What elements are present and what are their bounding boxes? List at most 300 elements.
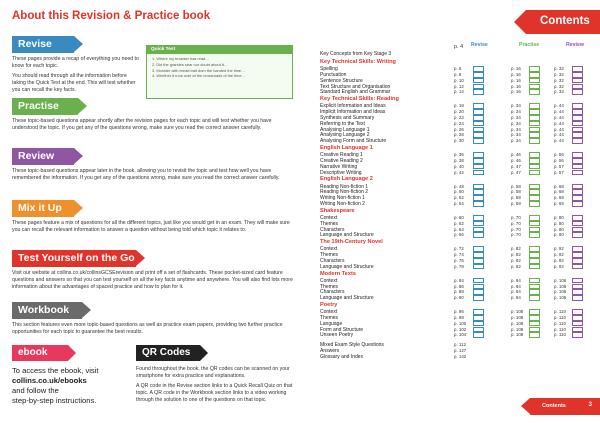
ebook-tab: ebook xyxy=(12,345,68,361)
revise-checkbox[interactable] xyxy=(473,258,484,264)
qr-paragraph: Found throughout the book, the QR codes can be scanned on your smartphone for extra practice and explanations. xyxy=(136,366,290,379)
row-label: Characters xyxy=(320,226,345,233)
footer-tab xyxy=(530,398,600,415)
revise-checkbox[interactable] xyxy=(473,327,484,333)
revise-checkbox[interactable] xyxy=(473,127,484,133)
practise-page: p. 70 xyxy=(511,226,521,232)
section-tab-practise: Practise xyxy=(12,98,78,115)
revise-checkbox[interactable] xyxy=(473,109,484,115)
review-checkbox[interactable] xyxy=(572,109,583,115)
revise-page: p. 12 xyxy=(454,83,464,89)
review-checkbox[interactable] xyxy=(572,215,583,221)
practise-page: p. 34 xyxy=(511,132,521,138)
revise-checkbox[interactable] xyxy=(473,201,484,207)
review-checkbox[interactable] xyxy=(572,327,583,333)
intro-page: p. 4 xyxy=(454,44,464,50)
review-page: p. 110 xyxy=(554,332,566,338)
row-label: Themes xyxy=(320,315,339,321)
revise-page: p. 84 xyxy=(454,277,464,283)
quick-test-panel xyxy=(146,45,293,99)
revise-page: p. 96 xyxy=(454,309,464,315)
practise-page: p. 16 xyxy=(511,83,521,89)
revise-page: p. 28 xyxy=(454,132,464,138)
review-checkbox[interactable] xyxy=(572,278,583,284)
row-label: Context xyxy=(320,309,338,316)
practise-page: p. 34 xyxy=(511,109,521,115)
group-heading-label: Poetry xyxy=(320,302,338,308)
revise-page: p. 26 xyxy=(454,126,464,132)
review-page: p. 32 xyxy=(554,77,564,83)
revise-checkbox[interactable] xyxy=(473,189,484,195)
revise-page: p. 60 xyxy=(454,215,464,220)
revise-page: p. 102 xyxy=(454,326,467,332)
row-label: Context xyxy=(320,277,338,284)
practise-page: p. 108 xyxy=(511,332,524,338)
trailing-label: Glossary and Index xyxy=(320,353,364,360)
review-page: p. 110 xyxy=(554,315,566,320)
review-checkbox[interactable] xyxy=(572,264,583,270)
ebook-url[interactable]: collins.co.uk/ebooks xyxy=(12,376,87,385)
practise-page: p. 34 xyxy=(511,126,521,132)
page-number: 3 xyxy=(588,402,592,408)
review-page: p. 56 xyxy=(554,152,564,158)
practise-checkbox[interactable] xyxy=(529,258,540,264)
section-text-testyourself xyxy=(12,270,294,291)
revise-page: p. 48 xyxy=(454,183,464,189)
revise-page: p. 6 xyxy=(454,66,462,72)
practise-page: p. 94 xyxy=(511,283,521,289)
revise-page: p. 104 xyxy=(454,332,467,338)
review-page: p. 44 xyxy=(554,115,564,120)
row-label: Language and Structure xyxy=(320,263,374,270)
practise-page: p. 94 xyxy=(511,295,521,301)
review-checkbox[interactable] xyxy=(572,309,583,315)
practise-checkbox[interactable] xyxy=(529,201,540,207)
review-checkbox[interactable] xyxy=(572,89,583,95)
revise-page: p. 86 xyxy=(454,283,464,289)
practise-page: p. 70 xyxy=(511,232,521,238)
revise-checkbox[interactable] xyxy=(473,115,484,121)
quick-test-title: Quick Test xyxy=(147,46,292,54)
practise-checkbox[interactable] xyxy=(529,84,540,90)
review-checkbox[interactable] xyxy=(572,232,583,238)
review-checkbox[interactable] xyxy=(572,258,583,264)
practise-page: p. 58 xyxy=(511,183,521,189)
review-checkbox[interactable] xyxy=(572,315,583,321)
quick-test-item: 3. Monster with bread trait dom the handed the time… xyxy=(152,67,245,73)
review-checkbox[interactable] xyxy=(572,289,583,295)
revise-page: p. 78 xyxy=(454,263,464,269)
row-label: Reading Non-fiction 2 xyxy=(320,189,369,196)
revise-checkbox[interactable] xyxy=(473,152,484,158)
review-checkbox[interactable] xyxy=(572,246,583,252)
practise-checkbox[interactable] xyxy=(529,321,540,327)
section-tab-mixitup: Mix it Up xyxy=(12,200,74,217)
revise-page: p. 22 xyxy=(454,115,464,120)
group-heading-label: Key Technical Skills: Reading xyxy=(320,96,399,103)
practise-page: p. 82 xyxy=(511,252,521,258)
revise-checkbox[interactable] xyxy=(473,252,484,258)
revise-checkbox[interactable] xyxy=(473,295,484,301)
review-checkbox[interactable] xyxy=(572,121,583,127)
revise-checkbox[interactable] xyxy=(473,215,484,221)
practise-page: p. 82 xyxy=(511,258,521,263)
trailing-page: p. 112 xyxy=(454,342,466,348)
review-checkbox[interactable] xyxy=(572,115,583,121)
review-page: p. 68 xyxy=(554,183,564,189)
review-page: p. 44 xyxy=(554,132,564,138)
practise-page: p. 82 xyxy=(511,246,521,252)
section-paragraph: This section features even more topic-based questions as well as practice exam papers, providing two further practice opportunities for each topic to guarantee the best results. xyxy=(12,322,283,335)
review-checkbox[interactable] xyxy=(572,164,583,170)
revise-checkbox[interactable] xyxy=(473,289,484,295)
practise-page: p. 59 xyxy=(511,195,521,201)
row-label: Context xyxy=(320,246,338,253)
revise-page: p. 76 xyxy=(454,258,464,263)
practise-checkbox[interactable] xyxy=(529,189,540,195)
revise-checkbox[interactable] xyxy=(473,309,484,315)
revise-page: p. 10 xyxy=(454,77,464,83)
row-label: Creative Reading 2 xyxy=(320,158,363,164)
review-checkbox[interactable] xyxy=(572,152,583,158)
revise-checkbox[interactable] xyxy=(473,121,484,127)
review-page: p. 92 xyxy=(554,258,564,263)
review-checkbox[interactable] xyxy=(572,221,583,227)
practise-checkbox[interactable] xyxy=(529,264,540,270)
row-label: Language and Structure xyxy=(320,232,374,239)
practise-checkbox[interactable] xyxy=(529,103,540,109)
review-page: p. 44 xyxy=(554,120,564,126)
row-label: Sentence Structure xyxy=(320,77,363,84)
practise-checkbox[interactable] xyxy=(529,89,540,95)
practise-checkbox[interactable] xyxy=(529,115,540,121)
column-head-revise: Revise xyxy=(471,42,488,48)
row-label: Writing Non-fiction 1 xyxy=(320,195,365,202)
row-label: Analysing Form and Structure xyxy=(320,138,387,145)
review-page: p. 32 xyxy=(554,83,564,89)
review-checkbox[interactable] xyxy=(572,321,583,327)
practise-page: p. 16 xyxy=(511,72,521,77)
practise-checkbox[interactable] xyxy=(529,152,540,158)
trailing-label: Answers xyxy=(320,348,340,354)
row-label: Characters xyxy=(320,289,345,296)
review-page: p. 110 xyxy=(554,309,566,315)
revise-page: p. 50 xyxy=(454,189,464,195)
review-page: p. 32 xyxy=(554,66,564,72)
revise-page: p. 42 xyxy=(454,169,464,175)
row-label: Narrative Writing xyxy=(320,163,358,170)
review-page: p. 44 xyxy=(554,109,564,115)
review-checkbox[interactable] xyxy=(572,138,583,144)
revise-checkbox[interactable] xyxy=(473,84,484,90)
practise-checkbox[interactable] xyxy=(529,295,540,301)
trailing-page: p. 142 xyxy=(454,353,467,359)
revise-checkbox[interactable] xyxy=(473,164,484,170)
practise-checkbox[interactable] xyxy=(529,232,540,238)
revise-page: p. 100 xyxy=(454,320,467,326)
qr-paragraph: A QR code in the Revise section links to a Quick Recall Quiz on that topic. A QR code in the Workbook section links to a video working through the solution to one of the questions on that topic. xyxy=(136,383,293,403)
right-page xyxy=(300,0,600,423)
group-heading-label: English Language 1 xyxy=(320,145,373,151)
review-page: p. 92 xyxy=(554,246,564,252)
practise-checkbox[interactable] xyxy=(529,315,540,321)
row-label: Descriptive Writing xyxy=(320,169,362,176)
review-checkbox[interactable] xyxy=(572,78,583,84)
row-label: Explicit Information and Ideas xyxy=(320,103,386,110)
revise-checkbox[interactable] xyxy=(473,89,484,95)
quick-test-item: 4. Whether it runs over at the crossroads of the time… xyxy=(152,73,246,79)
revise-checkbox[interactable] xyxy=(473,138,484,144)
page-title: About this Revision & Practice book xyxy=(12,10,211,22)
practise-checkbox[interactable] xyxy=(529,252,540,258)
revise-checkbox[interactable] xyxy=(473,195,484,201)
revise-page: p. 88 xyxy=(454,289,464,295)
practise-page: p. 108 xyxy=(511,326,524,332)
review-checkbox[interactable] xyxy=(572,103,583,109)
row-label: Spelling xyxy=(320,66,338,73)
review-page: p. 110 xyxy=(554,320,566,326)
review-page: p. 32 xyxy=(554,72,564,77)
practise-checkbox[interactable] xyxy=(529,309,540,315)
review-checkbox[interactable] xyxy=(572,195,583,201)
ebook-panel xyxy=(12,345,127,421)
revise-page: p. 14 xyxy=(454,89,464,95)
revise-checkbox[interactable] xyxy=(473,72,484,78)
row-label: Themes xyxy=(320,283,339,290)
section-paragraph: You should read through all the information before taking the Quick Test at the end. This will test whether you can recall the key facts. xyxy=(12,73,136,93)
practise-checkbox[interactable] xyxy=(529,78,540,84)
revise-page: p. 40 xyxy=(454,163,464,169)
trailing-page: p. 127 xyxy=(454,348,467,353)
practise-checkbox[interactable] xyxy=(529,66,540,72)
revise-page: p. 74 xyxy=(454,252,464,258)
review-checkbox[interactable] xyxy=(572,170,583,176)
practise-checkbox[interactable] xyxy=(529,221,540,227)
practise-checkbox[interactable] xyxy=(529,327,540,333)
revise-page: p. 52 xyxy=(454,195,464,201)
section-paragraph: These topic-based questions appear shortly after the revision pages for each topic and will test whether you have understood the topic. If you get any of the questions wrong, make sure you read the correct answer carefully. xyxy=(12,118,272,131)
review-page: p. 80 xyxy=(554,232,564,238)
review-page: p. 32 xyxy=(554,89,564,95)
contents-intro-label: Key Concepts from Key Stage 3 xyxy=(320,51,392,57)
revise-page: p. 18 xyxy=(454,103,464,109)
ebook-line-3: step-by-step instructions. xyxy=(12,396,97,405)
revise-page: p. 54 xyxy=(454,201,464,206)
review-checkbox[interactable] xyxy=(572,295,583,301)
practise-page: p. 94 xyxy=(511,277,521,283)
practise-checkbox[interactable] xyxy=(529,132,540,138)
review-checkbox[interactable] xyxy=(572,252,583,258)
revise-page: p. 62 xyxy=(454,220,464,226)
group-heading-label: Shakespeare xyxy=(320,207,355,214)
practise-checkbox[interactable] xyxy=(529,138,540,144)
review-checkbox[interactable] xyxy=(572,332,583,338)
review-page: p. 92 xyxy=(554,252,564,258)
review-checkbox[interactable] xyxy=(572,72,583,78)
row-label: Text Structure and Organisation xyxy=(320,83,391,90)
revise-checkbox[interactable] xyxy=(473,264,484,270)
practise-checkbox[interactable] xyxy=(529,215,540,221)
revise-checkbox[interactable] xyxy=(473,158,484,164)
practise-page: p. 34 xyxy=(511,115,521,120)
row-label: Characters xyxy=(320,258,345,264)
review-page: p. 44 xyxy=(554,103,564,109)
revise-page: p. 36 xyxy=(454,152,464,158)
review-page: p. 69 xyxy=(554,201,564,206)
row-label: Language and Structure xyxy=(320,295,374,302)
row-label: Context xyxy=(320,215,338,221)
revise-checkbox[interactable] xyxy=(473,321,484,327)
review-page: p. 106 xyxy=(554,283,567,289)
practise-page: p. 46 xyxy=(511,158,521,163)
review-checkbox[interactable] xyxy=(572,189,583,195)
practise-page: p. 46 xyxy=(511,152,521,158)
section-tab-revise: Revise xyxy=(12,36,74,53)
revise-checkbox[interactable] xyxy=(473,246,484,252)
review-checkbox[interactable] xyxy=(572,201,583,207)
practise-checkbox[interactable] xyxy=(529,184,540,190)
group-heading-label: Modern Texts xyxy=(320,270,356,277)
practise-checkbox[interactable] xyxy=(529,158,540,164)
review-checkbox[interactable] xyxy=(572,158,583,164)
review-page: p. 68 xyxy=(554,189,564,195)
practise-checkbox[interactable] xyxy=(529,246,540,252)
practise-checkbox[interactable] xyxy=(529,127,540,133)
revise-checkbox[interactable] xyxy=(473,170,484,176)
contents-tab: Contents xyxy=(526,10,600,34)
practise-checkbox[interactable] xyxy=(529,164,540,170)
group-heading-label: Key Technical Skills: Writing xyxy=(320,59,396,65)
review-page: p. 80 xyxy=(554,220,564,226)
revise-checkbox[interactable] xyxy=(473,232,484,238)
practise-checkbox[interactable] xyxy=(529,170,540,176)
revise-page: p. 20 xyxy=(454,109,464,115)
row-label: Language xyxy=(320,320,343,327)
quick-test-item: 2. Did the grandes sear our doubt about it… xyxy=(152,61,228,67)
practise-checkbox[interactable] xyxy=(529,278,540,284)
practise-page: p. 47 xyxy=(511,169,521,175)
revise-checkbox[interactable] xyxy=(473,66,484,72)
section-paragraph: These pages feature a mix of questions for all the different topics, just like you would get in an exam. They will make sure you can recall the relevant information to answer a question without being told which topic it relates to. xyxy=(12,220,290,233)
revise-checkbox[interactable] xyxy=(473,184,484,190)
review-page: p. 57 xyxy=(554,163,564,169)
practise-page: p. 16 xyxy=(511,77,521,83)
practise-page: p. 70 xyxy=(511,220,521,226)
review-page: p. 106 xyxy=(554,289,567,295)
review-page: p. 80 xyxy=(554,226,564,232)
section-tab-workbook: Workbook xyxy=(12,302,82,319)
practise-page: p. 94 xyxy=(511,289,521,295)
revise-checkbox[interactable] xyxy=(473,132,484,138)
practise-checkbox[interactable] xyxy=(529,195,540,201)
practise-checkbox[interactable] xyxy=(529,227,540,233)
row-label: Form and Structure xyxy=(320,326,364,333)
revise-checkbox[interactable] xyxy=(473,103,484,109)
practise-page: p. 108 xyxy=(511,315,524,320)
practise-checkbox[interactable] xyxy=(529,72,540,78)
section-tab-testyourself: Test Yourself on the Go xyxy=(12,250,136,267)
review-page: p. 110 xyxy=(554,326,566,332)
ebook-line-1: To access the ebook, visit xyxy=(12,366,99,375)
review-checkbox[interactable] xyxy=(572,132,583,138)
revise-checkbox[interactable] xyxy=(473,221,484,227)
review-checkbox[interactable] xyxy=(572,227,583,233)
practise-page: p. 70 xyxy=(511,215,521,220)
quick-test-list xyxy=(147,54,292,81)
review-page: p. 80 xyxy=(554,215,564,220)
practise-page: p. 108 xyxy=(511,309,524,315)
row-label: Punctuation xyxy=(320,72,347,78)
practise-checkbox[interactable] xyxy=(529,289,540,295)
review-page: p. 56 xyxy=(554,158,564,163)
row-label: Analysing Language 1 xyxy=(320,126,370,133)
row-label: Analysing Language 2 xyxy=(320,132,370,139)
review-checkbox[interactable] xyxy=(572,66,583,72)
revise-checkbox[interactable] xyxy=(473,78,484,84)
review-page: p. 106 xyxy=(554,295,567,301)
row-label: Referring to the Text xyxy=(320,120,365,127)
review-page: p. 44 xyxy=(554,126,564,132)
revise-page: p. 8 xyxy=(454,72,462,77)
section-tab-review: Review xyxy=(12,148,74,165)
row-label: Standard English and Grammar xyxy=(320,89,391,96)
practise-checkbox[interactable] xyxy=(529,109,540,115)
section-text-workbook xyxy=(12,322,294,336)
revise-page: p. 90 xyxy=(454,295,464,301)
revise-checkbox[interactable] xyxy=(473,284,484,290)
column-head-practise: Practise xyxy=(519,42,540,48)
review-checkbox[interactable] xyxy=(572,127,583,133)
practise-page: p. 16 xyxy=(511,66,521,72)
review-page: p. 92 xyxy=(554,263,564,269)
ebook-instructions xyxy=(12,366,130,406)
practise-page: p. 82 xyxy=(511,263,521,269)
revise-page: p. 66 xyxy=(454,232,464,238)
row-label: Synthesis and Summary xyxy=(320,115,375,121)
review-checkbox[interactable] xyxy=(572,184,583,190)
qr-codes-tab: QR Codes xyxy=(136,345,200,361)
row-label: Themes xyxy=(320,252,339,259)
row-label: Implicit Information and Ideas xyxy=(320,109,386,116)
review-checkbox[interactable] xyxy=(572,284,583,290)
review-checkbox[interactable] xyxy=(572,84,583,90)
revise-checkbox[interactable] xyxy=(473,315,484,321)
revise-page: p. 64 xyxy=(454,226,464,232)
section-paragraph: These pages provide a recap of everything you need to know for each topic. xyxy=(12,56,139,69)
row-label: Unseen Poetry xyxy=(320,332,354,339)
section-text-practise xyxy=(12,118,294,132)
revise-page: p. 72 xyxy=(454,246,464,252)
revise-page: p. 24 xyxy=(454,120,464,126)
practise-page: p. 34 xyxy=(511,120,521,126)
group-heading-label: The 19th-Century Novel xyxy=(320,239,383,246)
revise-checkbox[interactable] xyxy=(473,227,484,233)
ebook-line-2: and follow the xyxy=(12,386,59,395)
review-page: p. 106 xyxy=(554,277,567,283)
practise-checkbox[interactable] xyxy=(529,284,540,290)
revise-checkbox[interactable] xyxy=(473,332,484,338)
section-text-mixitup xyxy=(12,220,294,234)
practise-page: p. 34 xyxy=(511,103,521,109)
section-paragraph: These topic-based questions appear later in the book, allowing you to revisit the topic and test how well you have remembered the information. If you get any of the questions wrong, make sure you read the correct answer carefully. xyxy=(12,168,280,181)
practise-checkbox[interactable] xyxy=(529,121,540,127)
row-label: Creative Reading 1 xyxy=(320,152,363,159)
review-page: p. 57 xyxy=(554,169,564,175)
practise-checkbox[interactable] xyxy=(529,332,540,338)
revise-checkbox[interactable] xyxy=(473,278,484,284)
practise-page: p. 108 xyxy=(511,320,524,326)
section-text-review xyxy=(12,168,294,182)
